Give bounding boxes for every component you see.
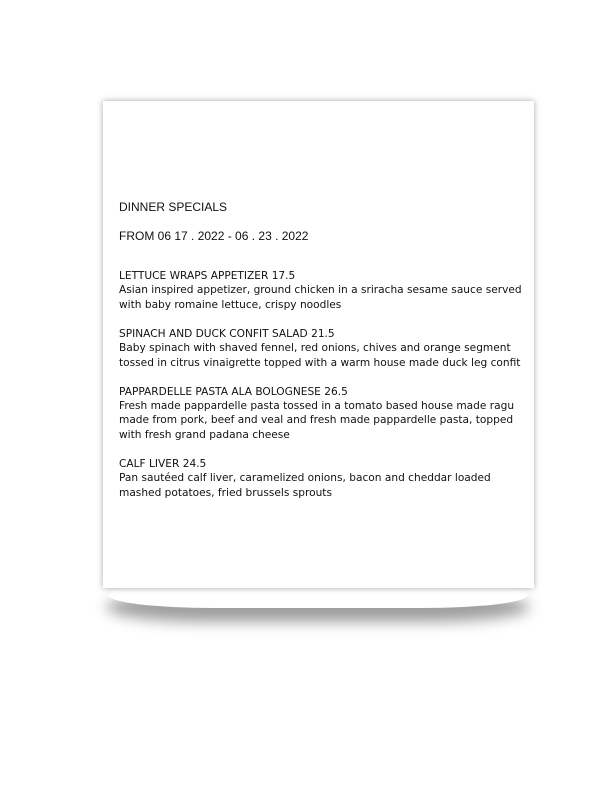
menu-item-description: Asian inspired appetizer, ground chicken in a sriracha sesame sauce served with baby romaine lettuce, crispy noodles: [119, 284, 522, 311]
menu-item-name: PAPPARDELLE PASTA ALA BOLOGNESE 26.5: [119, 385, 348, 398]
menu-item: [119, 327, 524, 370]
menu-item: [119, 457, 524, 500]
menu-item-name: SPINACH AND DUCK CONFIT SALAD 21.5: [119, 327, 335, 340]
menu-title: DINNER SPECIALS: [119, 200, 228, 214]
menu-item-name: LETTUCE WRAPS APPETIZER 17.5: [119, 270, 296, 282]
menu-item-description: Fresh made pappardelle pasta tossed in a tomato based house made ragu made from pork, beef and veal and fresh made pappardelle pasta, topped with fresh grand padana cheese: [119, 400, 515, 441]
menu-card: [103, 101, 534, 588]
menu-item-name: CALF LIVER 24.5: [119, 457, 207, 470]
menu-item: [119, 385, 524, 443]
menu-item-description: Pan sautéed calf liver, caramelized onions, bacon and cheddar loaded mashed potatoes, fried brussels sprouts: [119, 472, 491, 499]
menu-item-description: Baby spinach with shaved fennel, red onions, chives and orange segment tossed in citrus vinaigrette topped with a warm house made duck leg confit: [119, 342, 521, 369]
menu-item: [119, 269, 524, 312]
menu-date-range: FROM 06 17 . 2022 - 06 . 23 . 2022: [119, 229, 309, 243]
menu-items: [119, 269, 524, 515]
